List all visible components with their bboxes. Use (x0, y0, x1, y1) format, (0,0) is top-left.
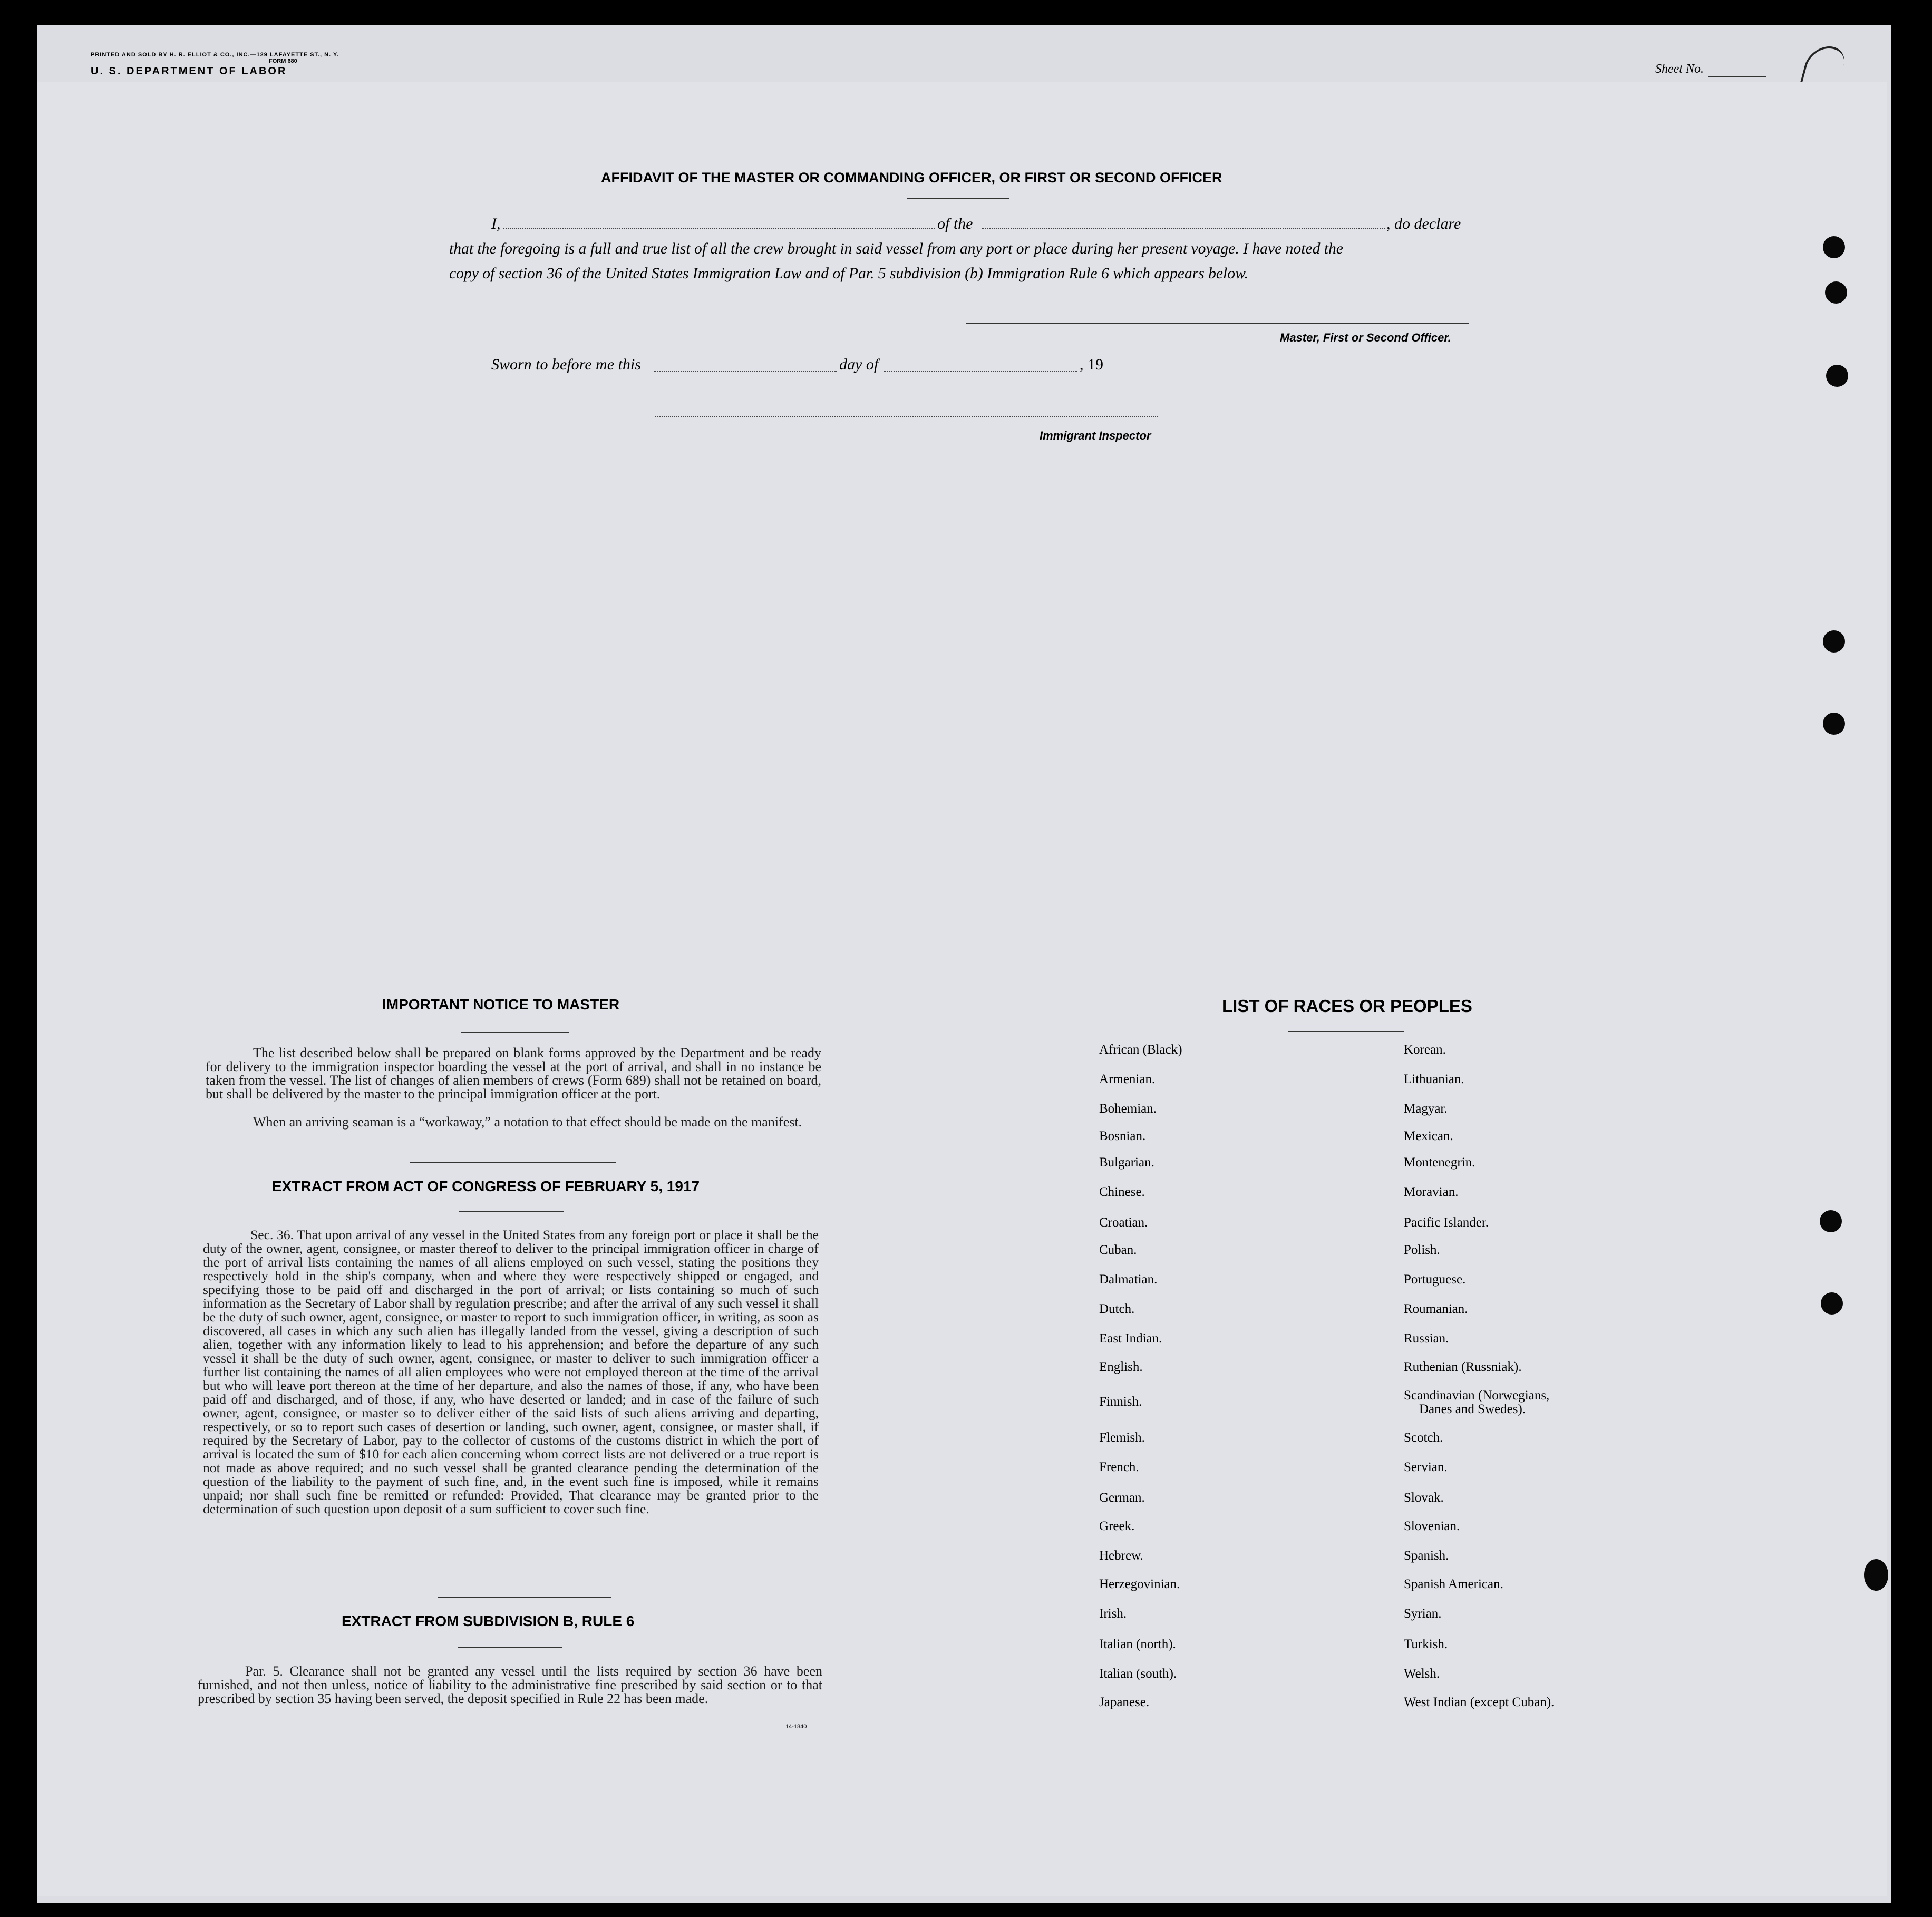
header-department: U. S. DEPARTMENT OF LABOR (91, 65, 287, 77)
sheet-number-line (1708, 76, 1766, 77)
race-item: Japanese. (1099, 1695, 1150, 1709)
header-form-number: FORM 680 (269, 58, 297, 64)
race-item: Bohemian. (1099, 1102, 1157, 1116)
binder-hole (1823, 713, 1845, 735)
binder-hole (1826, 365, 1848, 387)
day-of-label: day of (839, 356, 879, 373)
year-label: , 19 (1080, 356, 1103, 373)
race-item: Scandinavian (Norwegians, (1404, 1388, 1550, 1403)
race-item: Irish. (1099, 1607, 1127, 1621)
affidavit-title: AFFIDAVIT OF THE MASTER OR COMMANDING OFFICER, OR FIRST OR SECOND OFFICER (601, 170, 1222, 186)
race-item: German. (1099, 1491, 1145, 1505)
sworn-month-field[interactable] (884, 371, 1077, 372)
race-item: Lithuanian. (1404, 1072, 1464, 1086)
race-item: Montenegrin. (1404, 1155, 1475, 1170)
officer-signature-line[interactable] (966, 323, 1469, 324)
binder-hole (1821, 1292, 1843, 1315)
rule-extract-title-rule (458, 1647, 562, 1648)
notice-title-rule (461, 1032, 569, 1033)
races-title: LIST OF RACES OR PEOPLES (1222, 996, 1472, 1016)
act-extract-separator (438, 1597, 611, 1598)
race-item: Finnish. (1099, 1395, 1142, 1409)
race-item: Bulgarian. (1099, 1155, 1154, 1170)
race-item: Spanish. (1404, 1549, 1449, 1563)
vessel-name-field[interactable] (982, 228, 1385, 229)
inspector-caption: Immigrant Inspector (1040, 429, 1151, 442)
race-item: Flemish. (1099, 1431, 1145, 1445)
sworn-label: Sworn to before me this (491, 356, 641, 373)
act-extract-title-rule (459, 1211, 564, 1212)
race-item: Moravian. (1404, 1185, 1459, 1199)
binder-hole (1864, 1559, 1888, 1591)
notice-separator (410, 1162, 616, 1163)
affidavit-of-the-label: of the (937, 215, 973, 232)
race-item: Italian (north). (1099, 1637, 1176, 1651)
act-extract-text: Sec. 36. That upon arrival of any vessel in the United States from any foreign port or place it shall be the duty of the owner, agent, consignee, or master thereof to deliver to the principal immigration officer in charge of the port of arrival lists containing the names of all aliens employed on such vessel, stating the positions they respectively hold in the ship's company, when and where they were respectively shipped or engaged, and specifying those to be paid off and discharged in the port of arrival; or lists containing so much of such information as the Secretary of Labor shall by regulation prescribe; and after the arrival of any such vessel it shall be the duty of such owner, agent, consignee, or master to report to such immigration officer, in writing, as soon as discovered, all cases in which any such alien has illegally landed from the vessel, giving a description of such alien, together with any information likely to lead to his apprehension; and before the departure of any such vessel it shall be the duty of such owner, agent, consignee, or master to deliver to such immigration officer a further list containing the names of all alien employees who were not employed thereon at the time of the arrival but who will leave port thereon at the time of her departure, and also the names of those, if any, who have been paid off and discharged, and of those, if any, who have deserted or landed; and in case of the failure of such owner, agent, consignee, or master so to deliver either of the said lists of such aliens arriving and departing, respectively, or so to report such cases of desertion or landing, such owner, agent, consignee, or master shall, if required by the Secretary of Labor, pay to the collector of customs of the customs district in which the port of arrival is located the sum of $10 for each alien concerning whom correct lists are not delivered or a true report is not made as above required; and no such vessel shall be granted clearance pending the determination of the question of the liability to the payment of such fine, and, in the event such fine is imposed, while it remains unpaid; nor shall such fine be remitted or refunded: Provided, That clearance may be granted prior to the determination of such question upon deposit of a sum sufficient to cover such fine. (203, 1227, 819, 1516)
sheet-number-label: Sheet No. (1655, 62, 1704, 76)
race-item: Herzegovinian. (1099, 1577, 1180, 1591)
race-item: Bosnian. (1099, 1129, 1146, 1143)
race-item: Slovak. (1404, 1491, 1444, 1505)
inspector-signature-line[interactable] (655, 416, 1158, 417)
print-code: 14-1840 (785, 1724, 807, 1730)
race-item: Dutch. (1099, 1302, 1135, 1316)
race-item: Dalmatian. (1099, 1272, 1158, 1287)
binder-hole (1823, 236, 1845, 258)
race-item: French. (1099, 1460, 1139, 1474)
race-item: Greek. (1099, 1519, 1135, 1533)
race-item: Portuguese. (1404, 1272, 1466, 1287)
header-printer-line: PRINTED AND SOLD BY H. R. ELLIOT & CO., INC.—129 LAFAYETTE ST., N. Y. (91, 52, 339, 58)
race-item: Magyar. (1404, 1102, 1448, 1116)
affidavit-title-rule (907, 198, 1009, 199)
race-item: Hebrew. (1099, 1549, 1143, 1563)
rule-extract-title: EXTRACT FROM SUBDIVISION B, RULE 6 (342, 1613, 635, 1629)
affidavit-line-2: that the foregoing is a full and true list of all the crew brought in said vessel from any port or place during her present voyage. I have noted the (449, 240, 1343, 257)
binder-hole (1825, 281, 1847, 304)
affidavit-i-label: I, (491, 215, 501, 232)
race-item: Mexican. (1404, 1129, 1453, 1143)
race-item: Korean. (1404, 1043, 1446, 1057)
race-item: Slovenian. (1404, 1519, 1460, 1533)
officer-signature-caption: Master, First or Second Officer. (1280, 331, 1451, 344)
race-item: Cuban. (1099, 1243, 1137, 1257)
race-item: Spanish American. (1404, 1577, 1503, 1591)
master-name-field[interactable] (503, 228, 935, 229)
race-item: East Indian. (1099, 1331, 1162, 1346)
race-item: Chinese. (1099, 1185, 1145, 1199)
affidavit-do-declare: , do declare (1386, 215, 1461, 232)
race-item: Welsh. (1404, 1667, 1440, 1681)
notice-paragraph-1: The list described below shall be prepared on blank forms approved by the Department and be ready for delivery to the immigration inspector boarding the vessel at the port of arrival, and shall in no instance be taken from the vessel. The list of changes of alien members of crews (Form 689) shall not be retained on board, but shall be delivered by the master to the principal immigration officer at the port. (206, 1045, 821, 1102)
sworn-day-field[interactable] (654, 371, 837, 372)
affidavit-line-3: copy of section 36 of the United States Immigration Law and of Par. 5 subdivision (b) Immigration Rule 6 which appears below. (449, 265, 1249, 282)
race-item: Servian. (1404, 1460, 1448, 1474)
race-item: Armenian. (1099, 1072, 1156, 1086)
notice-title: IMPORTANT NOTICE TO MASTER (382, 996, 620, 1013)
race-item: Syrian. (1404, 1607, 1442, 1621)
race-scandinavian-line-2: Danes and Swedes). (1419, 1402, 1526, 1416)
race-item: Croatian. (1099, 1215, 1148, 1230)
binder-hole (1823, 630, 1845, 653)
race-item: Polish. (1404, 1243, 1440, 1257)
race-item: Turkish. (1404, 1637, 1448, 1651)
race-item: Ruthenian (Russniak). (1404, 1360, 1522, 1374)
race-item: Roumanian. (1404, 1302, 1468, 1316)
race-item: Pacific Islander. (1404, 1215, 1489, 1230)
race-item: Scotch. (1404, 1431, 1443, 1445)
notice-paragraph-2: When an arriving seaman is a “workaway,” a notation to that effect should be made on the manifest. (253, 1114, 802, 1130)
race-item: West Indian (except Cuban). (1404, 1695, 1555, 1709)
race-item: Italian (south). (1099, 1667, 1177, 1681)
race-item: English. (1099, 1360, 1143, 1374)
form-page (37, 82, 1887, 1896)
act-extract-title: EXTRACT FROM ACT OF CONGRESS OF FEBRUARY 5, 1917 (272, 1178, 700, 1194)
races-title-rule (1288, 1031, 1404, 1032)
race-item: African (Black) (1099, 1043, 1182, 1057)
rule-extract-text: Par. 5. Clearance shall not be granted any vessel until the lists required by section 36 have been furnished, and not then unless, notice of liability to the administrative fine prescribed by said section or to that prescribed by section 35 having been served, the deposit specified in Rule 22 has been made. (198, 1663, 822, 1706)
race-item: Russian. (1404, 1331, 1449, 1346)
binder-hole (1820, 1210, 1842, 1232)
